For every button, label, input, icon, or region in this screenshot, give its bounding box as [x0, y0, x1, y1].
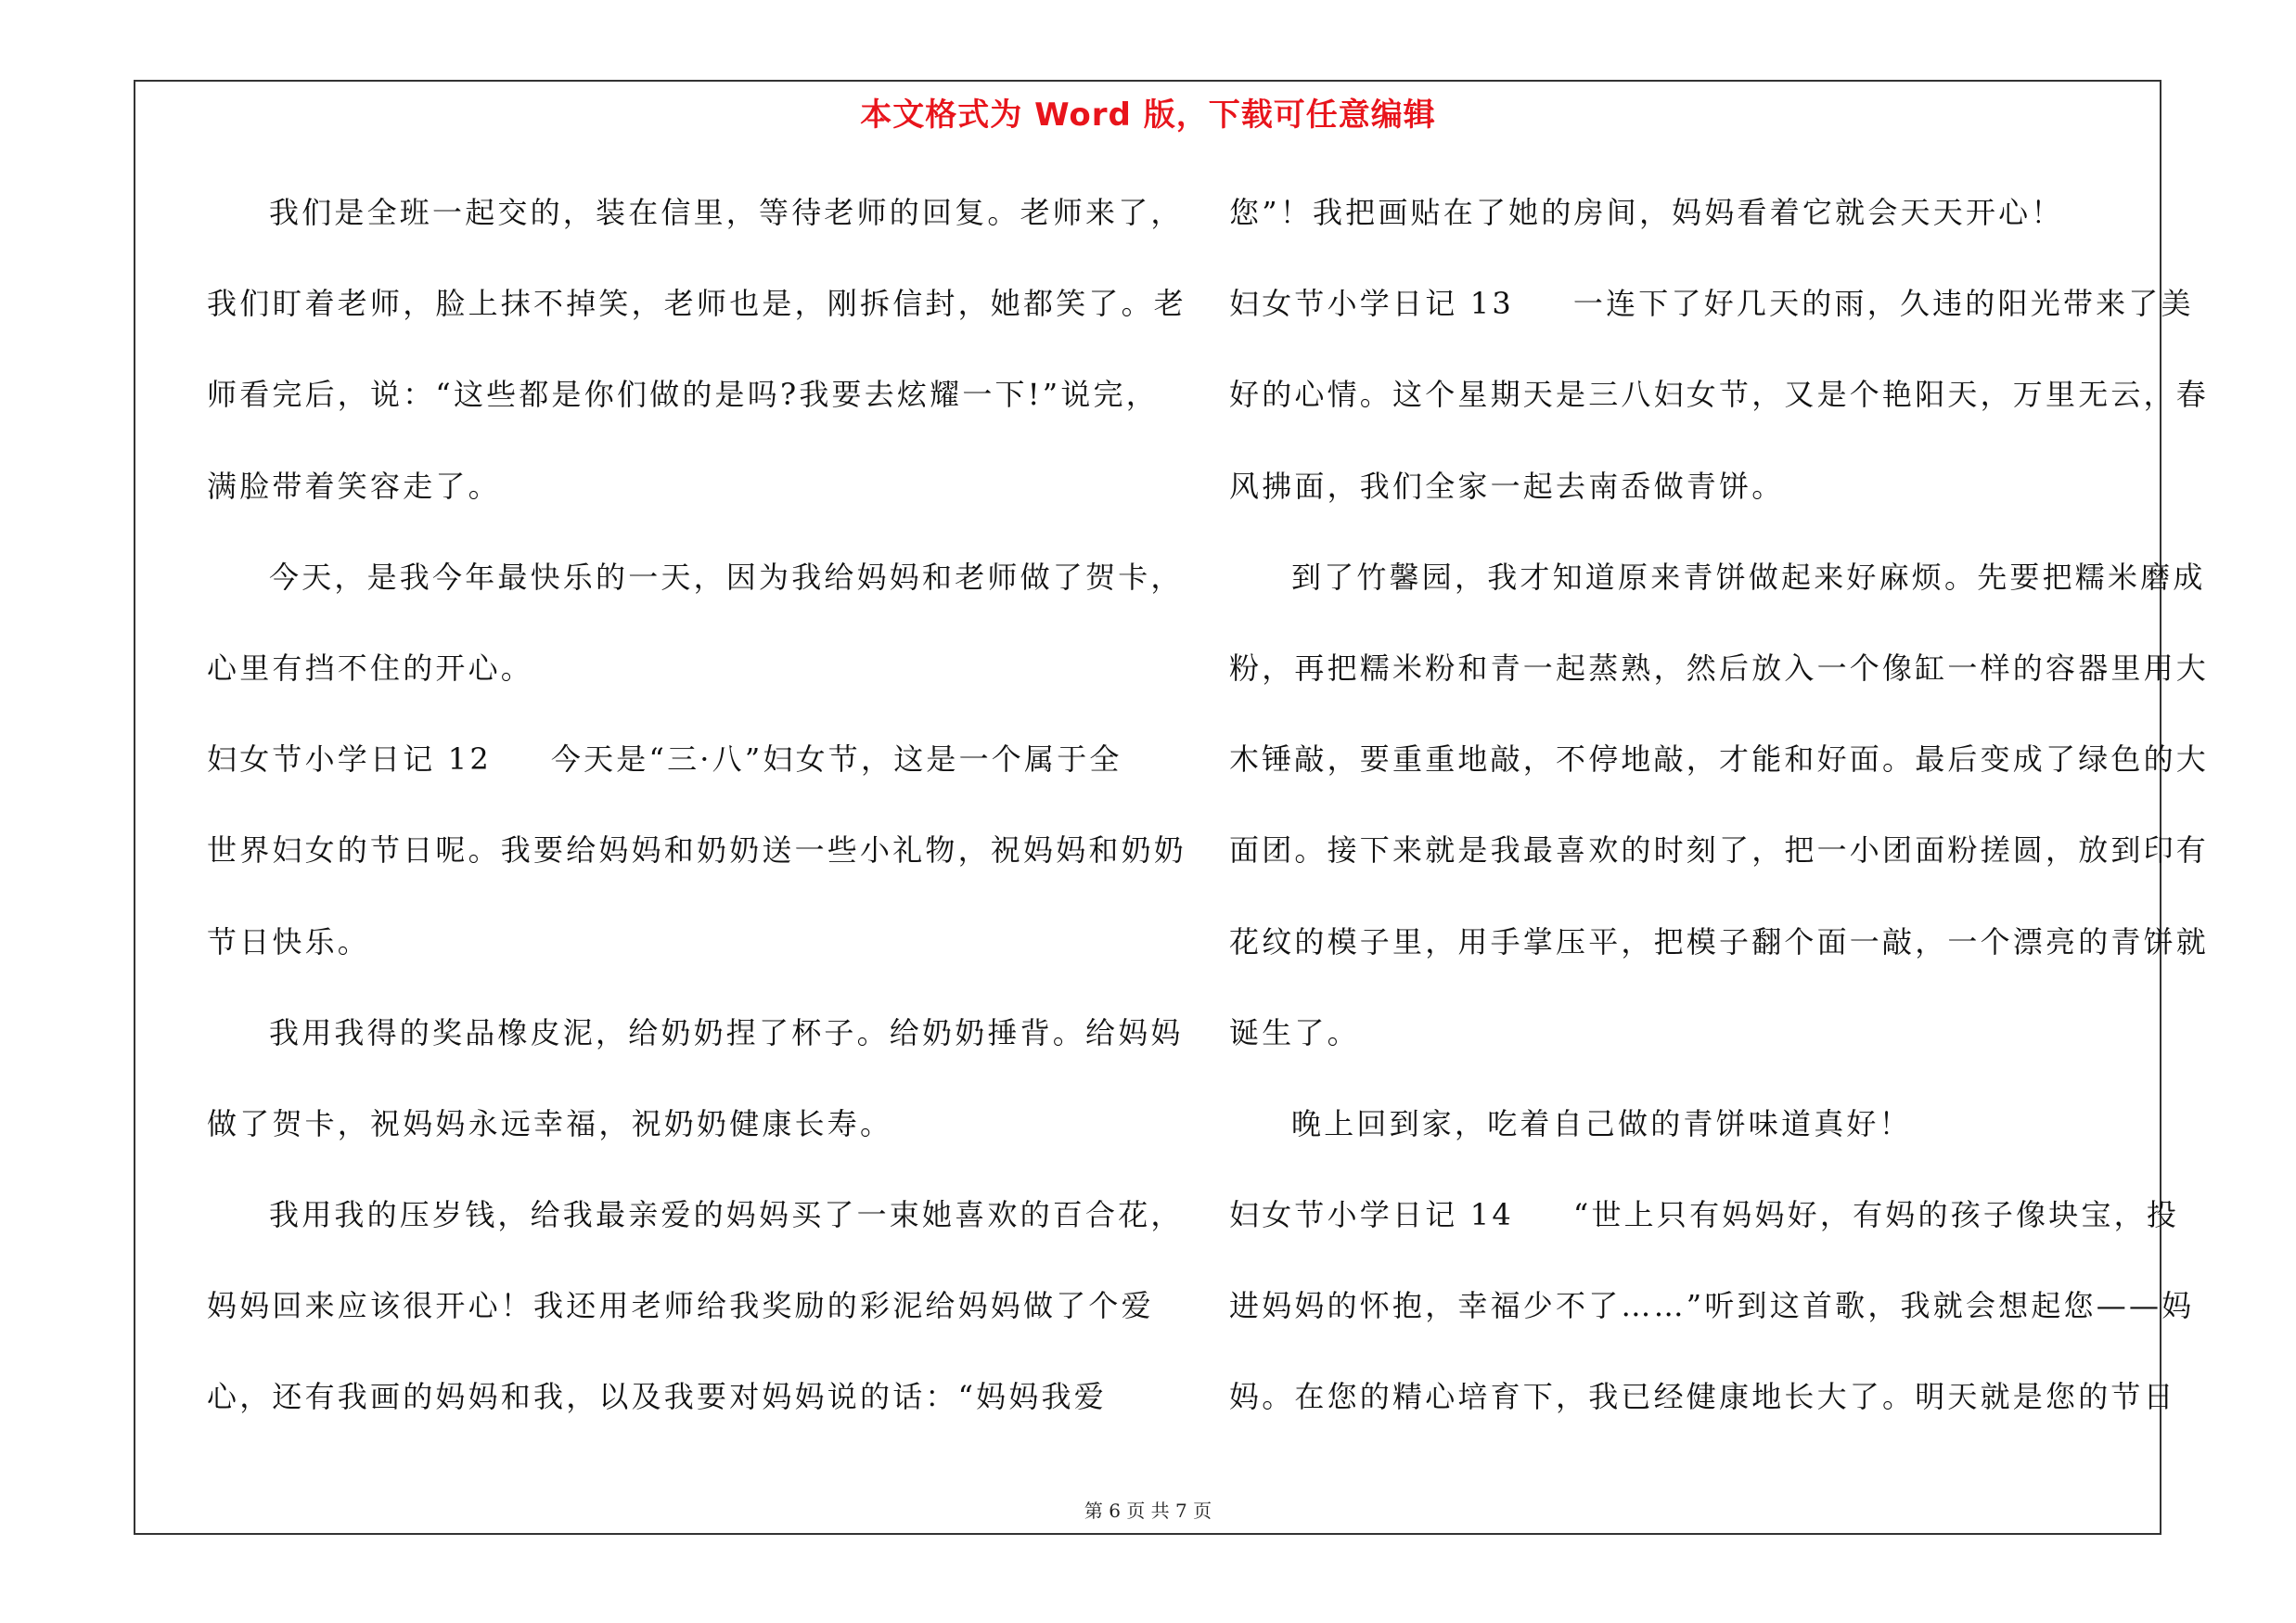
text-line: 今天是“三·八”妇女节，这是一个属于全	[550, 741, 1122, 778]
diary-entry-line	[1229, 277, 2194, 367]
text-line: 您”！我把画贴在了她的房间，妈妈看着它就会天天开心！	[1229, 195, 2064, 230]
text-line: 今天，是我今年最快乐的一天，因为我给妈妈和老师做了贺卡，	[269, 559, 1184, 595]
diary-entry-line	[207, 732, 1144, 823]
text-line: 进妈妈的怀抱，幸福少不了……”听到这首歌，我就会想起您——妈	[1229, 1288, 2195, 1324]
diary-heading: 妇女节小学日记 14	[1229, 1197, 1514, 1233]
right-column	[1229, 186, 2210, 1462]
text-line: 花纹的模子里，用手掌压平，把模子翻个面一敲，一个漂亮的青饼就	[1229, 923, 2210, 960]
text-line: 我用我的压岁钱，给我最亲爱的妈妈买了一束她喜欢的百合花，	[269, 1197, 1184, 1233]
text-line: 粉，再把糯米粉和青一起蒸熟，然后放入一个像缸一样的容器里用大	[1229, 650, 2210, 686]
text-line: 做了贺卡，祝妈妈永远幸福，祝奶奶健康长寿。	[207, 1105, 893, 1141]
text-line: 晚上回到家，吃着自己做的青饼味道真好！	[1291, 1105, 1912, 1141]
text-line: 心里有挡不住的开心。	[207, 650, 534, 686]
text-line: 面团。接下来就是我最喜欢的时刻了，把一小团面粉搓圆，放到印有	[1229, 832, 2210, 869]
text-line: 妈妈回来应该很开心！我还用老师给我奖励的彩泥给妈妈做了个爱	[207, 1288, 1154, 1324]
text-line: 我们是全班一起交的，装在信里，等待老师的回复。老师来了，	[269, 195, 1184, 230]
diary-heading: 妇女节小学日记 13	[1229, 286, 1514, 322]
text-line: 节日快乐。	[207, 923, 371, 960]
text-line: 风拂面，我们全家一起去南岙做青饼。	[1229, 468, 1785, 504]
text-line: 心，还有我画的妈妈和我，以及我要对妈妈说的话：“妈妈我爱	[207, 1379, 1107, 1415]
text-line: 一连下了好几天的雨，久违的阳光带来了美	[1572, 286, 2194, 322]
diary-entry-line	[1229, 1188, 2180, 1279]
text-line: 好的心情。这个星期天是三八妇女节，又是个艳阳天，万里无云，春	[1229, 377, 2210, 413]
format-banner: 本文格式为 Word 版，下载可任意编辑	[860, 97, 1436, 134]
left-column	[207, 186, 1187, 1462]
text-line: 诞生了。	[1229, 1014, 1360, 1050]
text-line: 木锤敲，要重重地敲，不停地敲，才能和好面。最后变成了绿色的大	[1229, 741, 2210, 778]
text-line: 我用我得的奖品橡皮泥，给奶奶捏了杯子。给奶奶捶背。给妈妈	[269, 1014, 1184, 1050]
text-line: 妈。在您的精心培育下，我已经健康地长大了。明天就是您的节日	[1229, 1379, 2176, 1415]
text-line: 到了竹馨园，我才知道原来青饼做起来好麻烦。先要把糯米磨成	[1291, 559, 2206, 595]
diary-heading: 妇女节小学日记 12	[207, 741, 492, 778]
text-line: 满脸带着笑容走了。	[207, 468, 501, 504]
page-number: 第 6 页 共 7 页	[1084, 1500, 1212, 1522]
text-line: 师看完后，说：“这些都是你们做的是吗?我要去炫耀一下!”说完，	[207, 377, 1159, 413]
text-line: 世界妇女的节日呢。我要给妈妈和奶奶送一些小礼物，祝妈妈和奶奶	[207, 832, 1187, 869]
text-line: 我们盯着老师，脸上抹不掉笑，老师也是，刚拆信封，她都笑了。老	[207, 286, 1187, 322]
text-line: “世上只有妈妈好，有妈的孩子像块宝，投	[1572, 1197, 2180, 1233]
